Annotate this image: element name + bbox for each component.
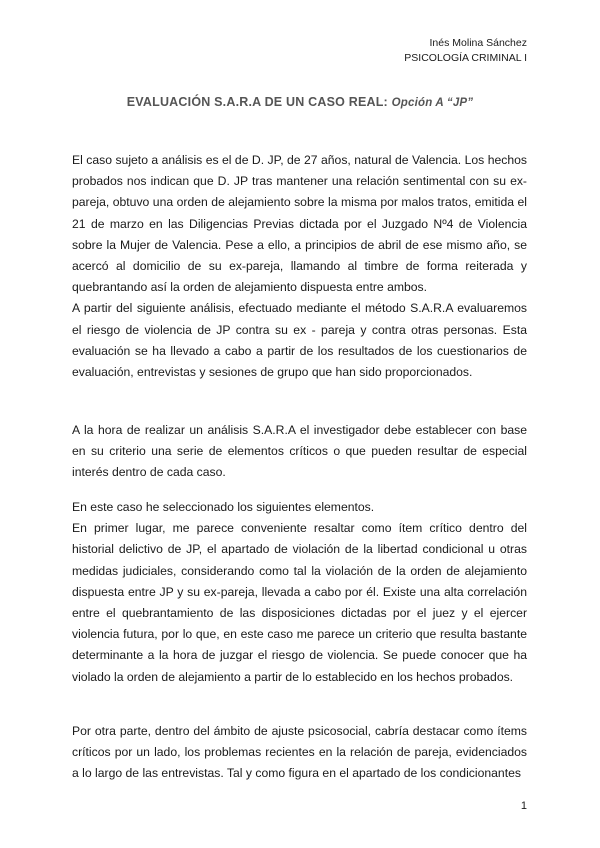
page-header — [404, 36, 527, 66]
paragraph-psychosocial: Por otra parte, dentro del ámbito de ajuste psicosocial, cabría destacar como ítems críticos por un lado, los problemas recientes en la relación de pareja, evidenciados a lo largo de las entrevistas. Tal y como figura en el apartado de los condicionantes — [72, 724, 527, 781]
paragraph-analysis-purpose: A partir del siguiente análisis, efectuado mediante el método S.A.R.A evaluaremos el riesgo de violencia de JP contra su ex - pareja y contra otras personas. Esta evaluación se ha llevado a cabo a partir de los resultados de los cuestionarios de evaluación, entrevistas y sesiones de grupo que han sido proporcionados. — [72, 301, 527, 380]
intro-section — [72, 150, 527, 383]
title-option: Opción A “JP” — [391, 97, 474, 109]
paragraph-case-facts: El caso sujeto a análisis es el de D. JP, de 27 años, natural de Valencia. Los hechos probados nos indican que D. JP tras mantener una relación sentimental con su ex-pareja, obtuvo una orden de alejamiento sobre la misma por malos tratos, emitida el 21 de marzo en las Diligencias Previas dictada por el Juzgado Nº4 de Violencia sobre la Mujer de Valencia. Pese a ello, a principios de abril de ese mismo año, se acercó al domicilio de su ex-pareja, llamando al timbre de forma reiterada y quebrantando así la orden de alejamiento dispuesta entre ambos. — [72, 153, 527, 295]
paragraph-sara-criteria: A la hora de realizar un análisis S.A.R.A el investigador debe establecer con base en su criterio una serie de elementos críticos o que pueden resultar de especial interés dentro de cada caso. — [72, 423, 527, 480]
course-name: PSICOLOGÍA CRIMINAL I — [404, 52, 527, 64]
paragraph-first-element: En primer lugar, me parece conveniente resaltar como ítem crítico dentro del historial delictivo de JP, el apartado de violación de la libertad condicional u otras medidas judiciales, considerando como tal la violación de la orden de alejamiento dispuesta entre JP y su ex-pareja, llevada a cabo por él. Existe una alta correlación entre el quebrantamiento de las disposiciones dictadas por el juez y el ejercer violencia futura, por lo que, en este caso me parece un criterio que resulta bastante determinante a la hora de juzgar el riesgo de violencia. Se puede conocer que ha violado la orden de alejamiento a partir de lo establecido en los hechos probados. — [72, 521, 527, 684]
psychosocial-section — [72, 721, 527, 785]
title-main: EVALUACIÓN S.A.R.A DE UN CASO REAL: — [126, 95, 388, 109]
criteria-section — [72, 420, 527, 484]
document-title — [0, 95, 600, 109]
author-name: Inés Molina Sánchez — [429, 37, 527, 49]
page-number: 1 — [520, 800, 527, 812]
paragraph-selected-elements: En este caso he seleccionado los siguientes elementos. — [72, 500, 375, 514]
elements-section — [72, 497, 527, 688]
